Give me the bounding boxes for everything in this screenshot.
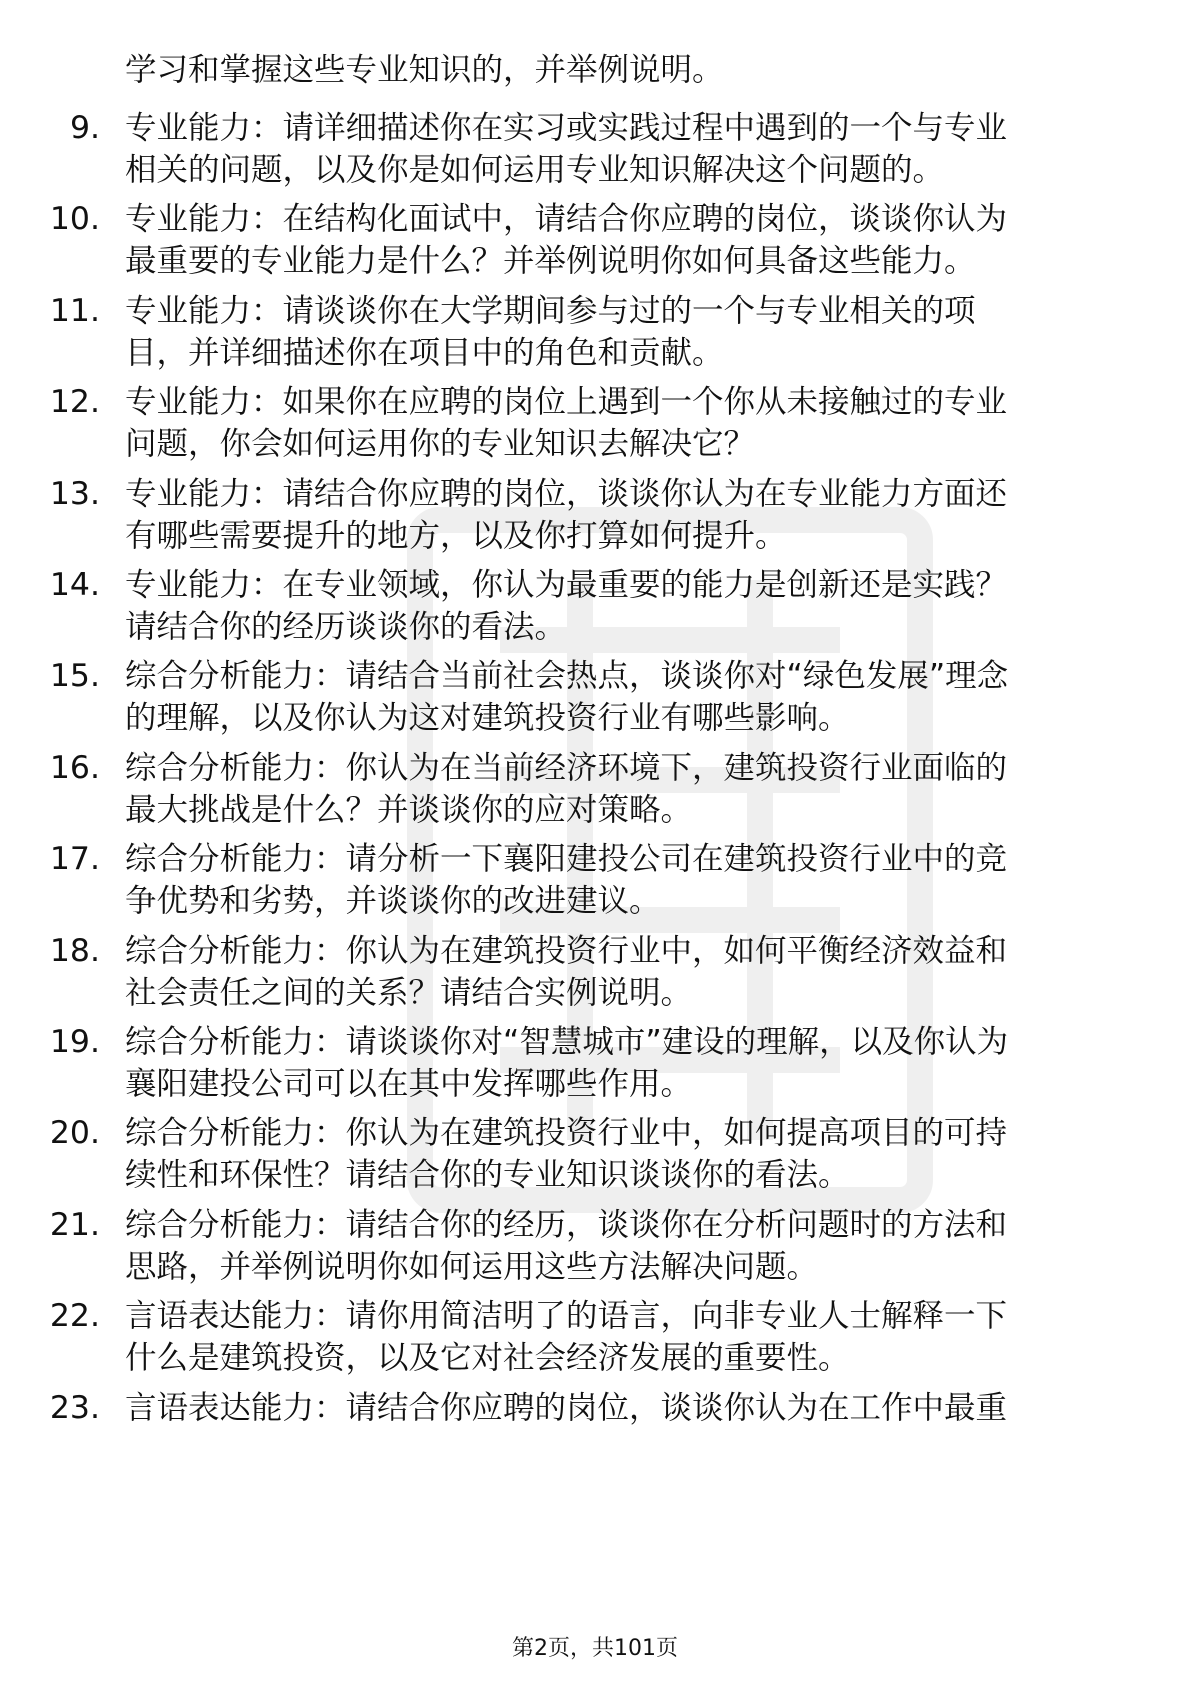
item-text-line2: 争优势和劣势，并谈谈你的改进建议。 [125, 883, 661, 919]
item-number: 18. [49, 933, 100, 969]
item-text-line1: 综合分析能力：你认为在建筑投资行业中，如何平衡经济效益和 [125, 933, 1008, 969]
item-text-line2: 的理解，以及你认为这对建筑投资行业有哪些影响。 [125, 700, 850, 736]
item-number: 13. [49, 476, 100, 512]
item-text-line1: 言语表达能力：请你用简洁明了的语言，向非专业人士解释一下 [125, 1298, 1008, 1334]
item-text-line2: 思路，并举例说明你如何运用这些方法解决问题。 [125, 1249, 819, 1285]
item-number: 23. [49, 1390, 100, 1426]
item-text-line2: 目，并详细描述你在项目中的角色和贡献。 [125, 335, 724, 371]
item-number: 19. [49, 1024, 100, 1060]
item-number: 20. [49, 1115, 100, 1151]
item-text-line2: 续性和环保性？请结合你的专业知识谈谈你的看法。 [125, 1157, 850, 1193]
item-number: 21. [49, 1207, 100, 1243]
item-text-line1: 综合分析能力：你认为在当前经济环境下，建筑投资行业面临的 [125, 750, 1008, 786]
item-text-line2: 问题，你会如何运用你的专业知识去解决它？ [125, 426, 756, 462]
item-number: 22. [49, 1298, 100, 1334]
item-text-line1: 综合分析能力：请谈谈你对“智慧城市”建设的理解，以及你认为 [125, 1024, 1009, 1060]
item-number: 12. [49, 384, 100, 420]
item-text-line1: 专业能力：在结构化面试中，请结合你应聘的岗位，谈谈你认为 [125, 201, 1008, 237]
item-text-line2: 襄阳建投公司可以在其中发挥哪些作用。 [125, 1066, 693, 1102]
item-number: 11. [49, 293, 100, 329]
item-text-line2: 社会责任之间的关系？请结合实例说明。 [125, 975, 693, 1011]
item-text-line1: 专业能力：在专业领域，你认为最重要的能力是创新还是实践？ [125, 567, 1008, 603]
item-number: 14. [49, 567, 100, 603]
item-text-line2: 相关的问题，以及你是如何运用专业知识解决这个问题的。 [125, 152, 945, 188]
item-text-line1: 专业能力：如果你在应聘的岗位上遇到一个你从未接触过的专业 [125, 384, 1008, 420]
item-text-line2: 最重要的专业能力是什么？并举例说明你如何具备这些能力。 [125, 243, 976, 279]
item-number: 15. [49, 658, 100, 694]
item-number: 10. [49, 201, 100, 237]
item-text-line2: 请结合你的经历谈谈你的看法。 [125, 609, 567, 645]
item-text-line1: 综合分析能力：请分析一下襄阳建投公司在建筑投资行业中的竞 [125, 841, 1008, 877]
item-text-line1: 综合分析能力：请结合你的经历，谈谈你在分析问题时的方法和 [125, 1207, 1008, 1243]
item-text-line2: 什么是建筑投资，以及它对社会经济发展的重要性。 [125, 1340, 850, 1376]
item-number: 16. [49, 750, 100, 786]
intro-continuation: 学习和掌握这些专业知识的，并举例说明。 [125, 52, 724, 88]
item-text-line2: 最大挑战是什么？并谈谈你的应对策略。 [125, 792, 693, 828]
item-number: 17. [49, 841, 100, 877]
item-text-line1: 专业能力：请详细描述你在实习或实践过程中遇到的一个与专业 [125, 110, 1008, 146]
item-number: 9. [69, 110, 100, 146]
item-text-line1: 综合分析能力：你认为在建筑投资行业中，如何提高项目的可持 [125, 1115, 1008, 1151]
page-footer: 第2页，共101页 [512, 1636, 678, 1661]
item-text-line1: 专业能力：请结合你应聘的岗位，谈谈你认为在专业能力方面还 [125, 476, 1008, 512]
item-text-line1: 专业能力：请谈谈你在大学期间参与过的一个与专业相关的项 [125, 293, 976, 329]
item-text-line2: 有哪些需要提升的地方，以及你打算如何提升。 [125, 518, 787, 554]
item-text-line1: 综合分析能力：请结合当前社会热点，谈谈你对“绿色发展”理念 [125, 658, 1009, 694]
item-text-line1: 言语表达能力：请结合你应聘的岗位，谈谈你认为在工作中最重 [125, 1390, 1008, 1426]
